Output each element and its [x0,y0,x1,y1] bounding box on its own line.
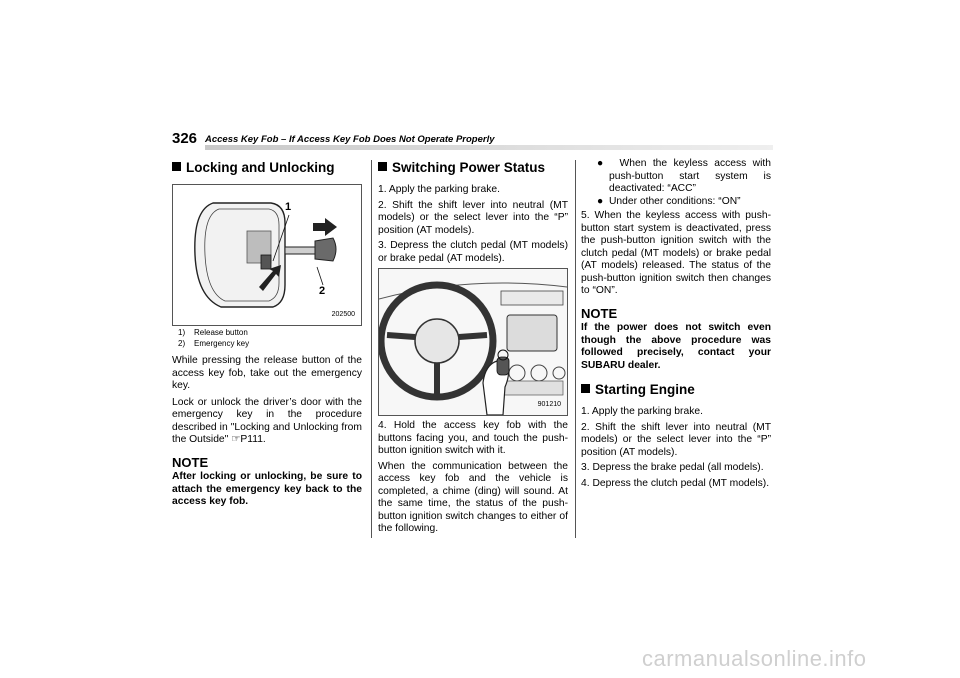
step: 1. Apply the parking brake. [378,184,500,195]
note-text: After locking or unlocking, be sure to attach the emergency key back to the access key fob. [172,471,362,507]
header-title: Access Key Fob – If Access Key Fob Does Not Operate Properly [205,134,495,145]
square-bullet-icon [378,162,387,171]
step: 5. When the keyless access with push-button start system is deactivated, press the push-button ignition switch with the clutch pedal (MT models) or brake pedal (AT models) released. The status of the push-button ignition switch then changes to “ON”. [581,210,771,296]
callout-1: 1 [285,201,292,213]
dashboard-illustration [379,269,567,415]
watermark: carmanualsonline.info [642,646,867,671]
paragraph: When the communication between the access key fob and the vehicle is completed, a chime (ding) will sound. At the same time, the status of the push-button ignition switch changes to either of the following. [378,460,568,534]
step: 3. Depress the brake pedal (all models). [581,462,764,473]
step: 4. Hold the access key fob with the buttons facing you, and touch the push-button ignition switch with it. [378,420,568,456]
key-fob-figure [172,184,362,326]
callout-2: 2 [319,285,326,297]
step: 2. Shift the shift lever into neutral (MT models) or the select lever into the “P” position (AT models). [581,421,771,458]
step: 2. Shift the shift lever into neutral (MT models) or the select lever into the “P” position (AT models). [378,199,568,236]
column-divider [575,160,576,538]
section-heading: Starting Engine [581,382,771,398]
section-heading: Switching Power Status [378,160,568,176]
bullet-item: ● Under other conditions: “ON” [597,195,741,207]
figure-legend [178,328,362,349]
legend-item: 2) Emergency key [178,338,250,348]
note-title: NOTE [581,305,618,321]
figure-code: 901210 [537,400,561,408]
legend-item: 1) Release button [178,328,248,337]
step: 3. Depress the clutch pedal (MT models) or brake pedal (AT models). [378,240,568,264]
page-number: 326 [172,130,198,147]
dashboard-figure [378,268,568,416]
header-bar [205,145,773,150]
figure-code: 202500 [331,310,355,318]
page-header [172,130,772,154]
square-bullet-icon [581,384,590,393]
column-2 [378,158,568,540]
square-bullet-icon [172,162,181,171]
paragraph: While pressing the release button of the access key fob, take out the emergency key. [172,355,362,391]
column-divider [371,160,372,538]
note-title: NOTE [172,454,209,470]
key-fob-illustration [173,185,361,325]
step: 4. Depress the clutch pedal (MT models). [581,477,770,489]
step: 1. Apply the parking brake. [581,406,703,417]
section-heading: Locking and Unlocking [172,160,362,176]
column-3 [581,158,771,493]
note-text: If the power does not switch even though the above procedure was followed precisely, contact your SUBARU dealer. [581,322,771,371]
bullet-item: ● When the keyless access with push-button start system is deactivated: “ACC” [597,158,771,194]
column-1 [172,158,362,509]
paragraph: Lock or unlock the driver’s door with the emergency key in the procedure described in "Locking and Unlocking from the Outside" ☞P111. [172,396,362,445]
